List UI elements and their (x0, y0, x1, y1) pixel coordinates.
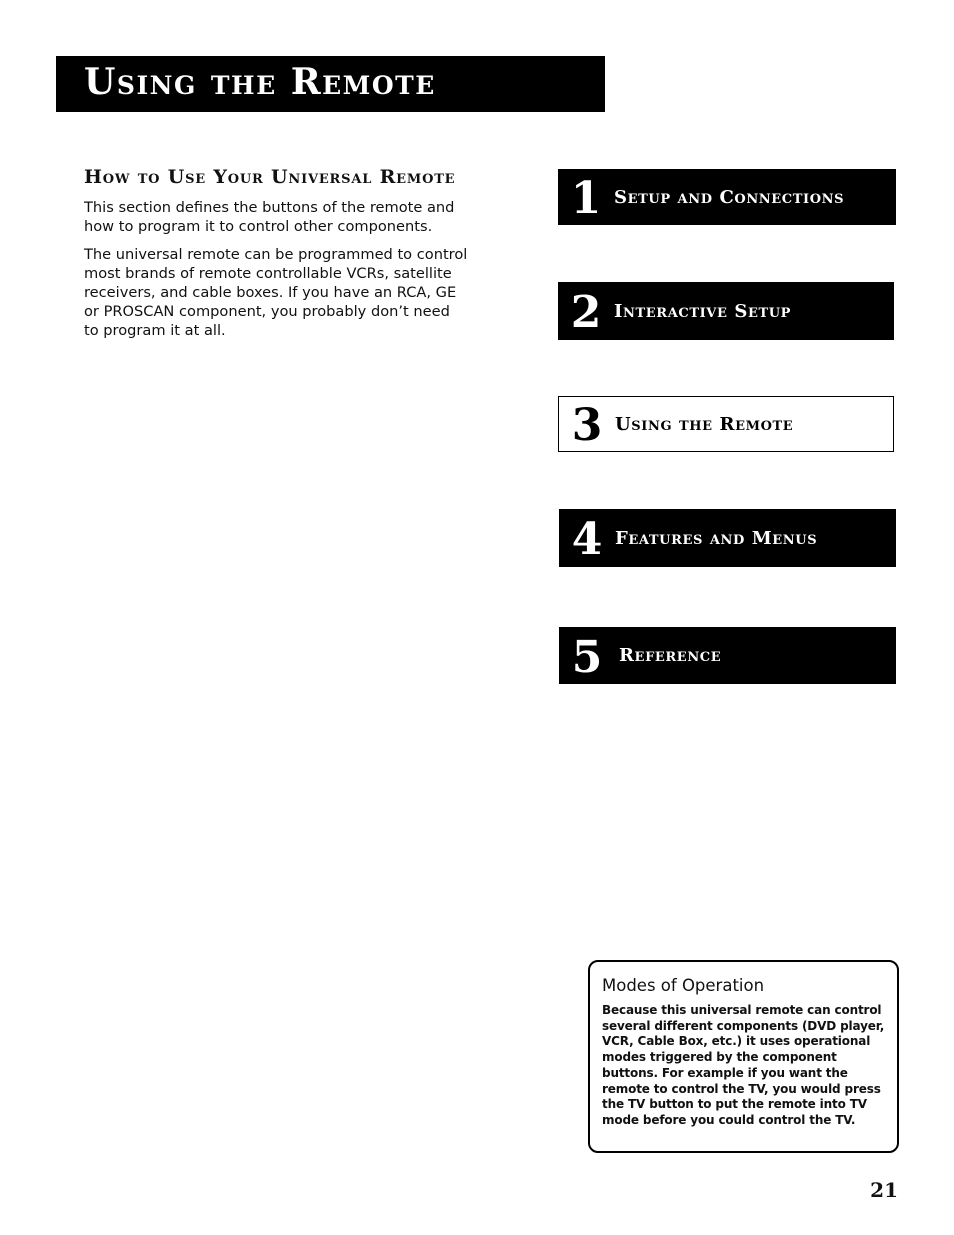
chapter-number: 5 (571, 631, 603, 683)
intro-paragraph-2: The universal remote can be programmed to control most brands of remote controllable VCRs, satellite receivers, and cable boxes. If you have an RCA, GE or PROSCAN component, you probably don’t need to program it at all. (84, 246, 468, 339)
intro-section (84, 166, 484, 349)
section-heading: How to Use Your Universal Remote (84, 166, 456, 188)
chapter-label: Setup and Connections (614, 186, 845, 208)
intro-paragraph-1: This section defines the buttons of the remote and how to program it to control other components. (84, 199, 455, 235)
chapter-label: Interactive Setup (614, 300, 792, 322)
chapter-label: Features and Menus (615, 527, 818, 549)
modes-box-body: Because this universal remote can control several different components (DVD player, VCR, Cable Box, etc.) it uses operational modes triggered by the component buttons. For example if you want the remote to control the TV, you would press the TV button to put the remote into TV mode before you could control the TV. (602, 1003, 885, 1127)
chapter-label: Using the Remote (615, 413, 794, 435)
chapter-tab-using-the-remote (558, 396, 894, 452)
chapter-number: 1 (570, 173, 602, 224)
chapter-tab-reference (559, 627, 896, 684)
chapter-label: Reference (619, 645, 722, 666)
chapter-number: 3 (571, 400, 603, 451)
modes-of-operation-box (588, 960, 899, 1153)
chapter-number: 4 (571, 514, 603, 565)
chapter-tab-setup-and-connections (558, 169, 896, 225)
header-bar (56, 56, 605, 112)
chapter-number: 2 (570, 287, 602, 338)
chapter-tab-features-and-menus (559, 509, 896, 567)
page-number: 21 (870, 1178, 898, 1202)
page-title: Using the Remote (84, 61, 436, 103)
chapter-tab-interactive-setup (558, 282, 894, 340)
modes-box-title: Modes of Operation (602, 976, 765, 995)
